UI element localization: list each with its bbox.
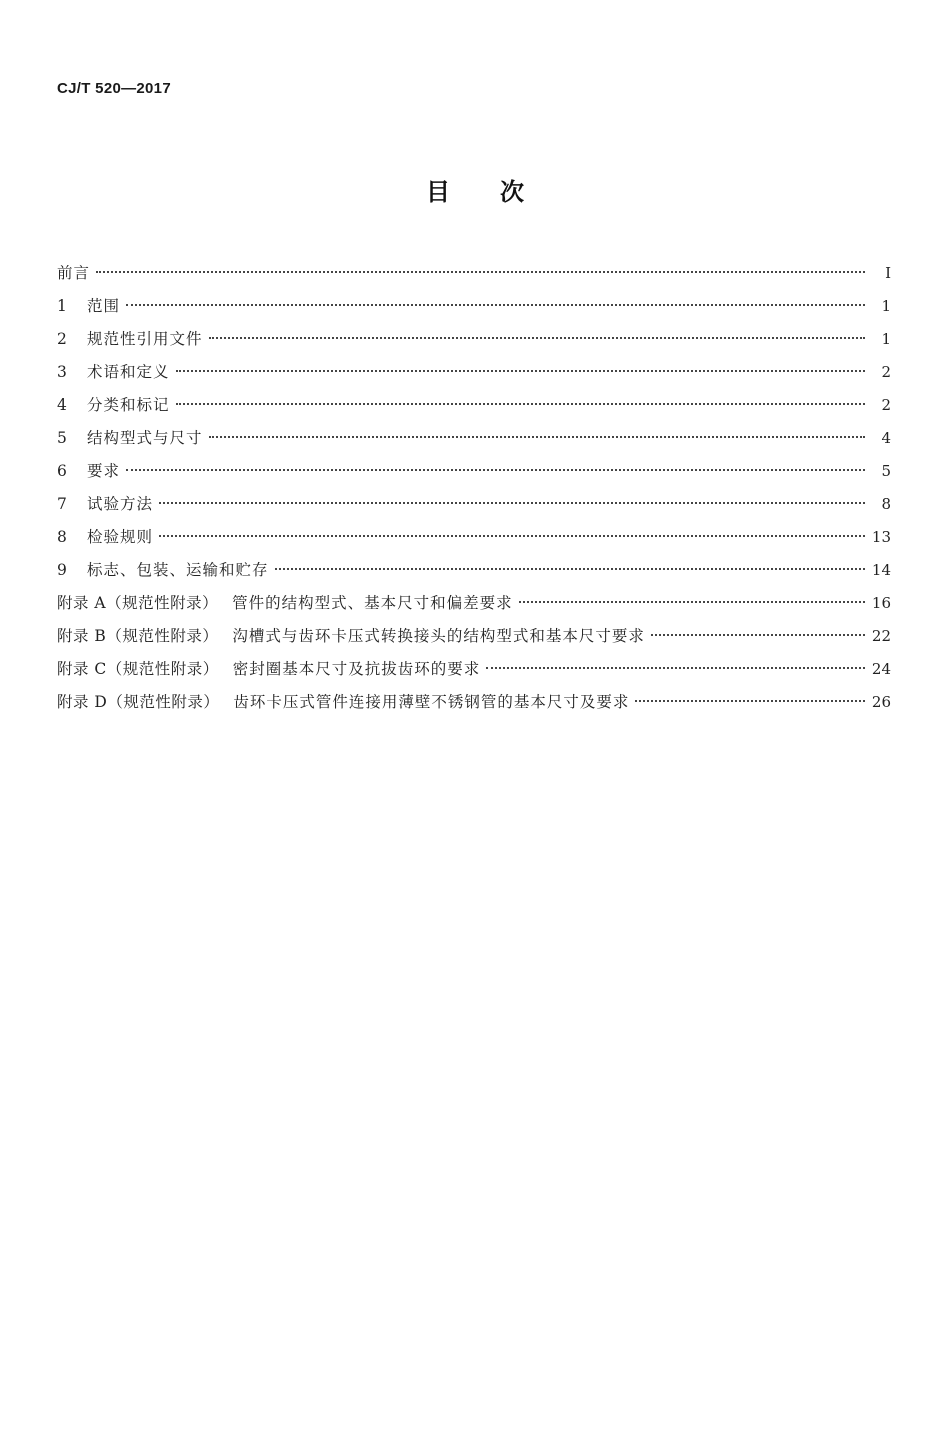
toc-entry-7[interactable] bbox=[57, 488, 891, 521]
toc-entry-label: 标志、包装、运输和贮存 bbox=[87, 561, 269, 579]
toc-entry-label: 检验规则 bbox=[87, 528, 154, 546]
toc-entry-page: 1 bbox=[881, 330, 891, 348]
toc-entry-number: 7 bbox=[57, 495, 67, 513]
toc-annex-label: 管件的结构型式、基本尺寸和偏差要求 bbox=[232, 594, 513, 612]
toc-annex-prefix: 附录 D（规范性附录） bbox=[57, 693, 220, 711]
toc-annex-page: 26 bbox=[871, 693, 891, 711]
toc-entry-number: 6 bbox=[57, 462, 67, 480]
toc-dot-leader bbox=[635, 700, 865, 702]
toc-annex-prefix: 附录 A（规范性附录） bbox=[57, 594, 219, 612]
toc-entry-page: 8 bbox=[881, 495, 891, 513]
toc-entry-number: 1 bbox=[57, 297, 67, 315]
toc-dot-leader bbox=[176, 370, 865, 372]
toc-entry-label: 前言 bbox=[57, 264, 91, 282]
toc-dot-leader bbox=[126, 469, 865, 471]
toc-dot-leader bbox=[486, 667, 865, 669]
toc-entry-page: 4 bbox=[881, 429, 891, 447]
toc-dot-leader bbox=[209, 436, 865, 438]
toc-entry-label: 结构型式与尺寸 bbox=[87, 429, 203, 447]
table-of-contents bbox=[57, 257, 891, 719]
toc-entry-number: 9 bbox=[57, 561, 67, 579]
toc-dot-leader bbox=[159, 502, 865, 504]
toc-entry-label: 分类和标记 bbox=[87, 396, 170, 414]
toc-entry-foreword[interactable] bbox=[57, 257, 891, 290]
toc-entry-label: 试验方法 bbox=[87, 495, 154, 513]
toc-entry-label: 规范性引用文件 bbox=[87, 330, 203, 348]
toc-entry-number: 8 bbox=[57, 528, 67, 546]
toc-entry-page: 1 bbox=[881, 297, 891, 315]
toc-annex-d[interactable] bbox=[57, 686, 891, 719]
toc-dot-leader bbox=[96, 271, 865, 273]
toc-title: 目次 bbox=[426, 178, 574, 206]
toc-entry-page: 2 bbox=[881, 363, 891, 381]
toc-entry-label: 术语和定义 bbox=[87, 363, 170, 381]
toc-annex-prefix: 附录 C（规范性附录） bbox=[57, 660, 219, 678]
toc-annex-page: 24 bbox=[871, 660, 891, 678]
toc-annex-label: 齿环卡压式管件连接用薄壁不锈钢管的基本尺寸及要求 bbox=[233, 693, 630, 711]
document-code: CJ/T 520—2017 bbox=[57, 80, 171, 97]
toc-entry-number: 5 bbox=[57, 429, 67, 447]
toc-dot-leader bbox=[126, 304, 865, 306]
toc-entry-page: 2 bbox=[881, 396, 891, 414]
toc-entry-4[interactable] bbox=[57, 389, 891, 422]
toc-annex-label: 密封圈基本尺寸及抗拔齿环的要求 bbox=[232, 660, 481, 678]
toc-entry-number: 4 bbox=[57, 396, 67, 414]
toc-entry-page: 13 bbox=[871, 528, 891, 546]
toc-annex-label: 沟槽式与齿环卡压式转换接头的结构型式和基本尺寸要求 bbox=[232, 627, 645, 645]
toc-dot-leader bbox=[519, 601, 865, 603]
toc-entry-3[interactable] bbox=[57, 356, 891, 389]
toc-dot-leader bbox=[651, 634, 865, 636]
toc-entry-9[interactable] bbox=[57, 554, 891, 587]
toc-entry-1[interactable] bbox=[57, 290, 891, 323]
toc-dot-leader bbox=[159, 535, 865, 537]
toc-dot-leader bbox=[176, 403, 865, 405]
toc-annex-a[interactable] bbox=[57, 587, 891, 620]
toc-dot-leader bbox=[275, 568, 865, 570]
toc-annex-prefix: 附录 B（规范性附录） bbox=[57, 627, 219, 645]
toc-entry-8[interactable] bbox=[57, 521, 891, 554]
toc-annex-c[interactable] bbox=[57, 653, 891, 686]
toc-annex-page: 16 bbox=[871, 594, 891, 612]
toc-entry-2[interactable] bbox=[57, 323, 891, 356]
toc-annex-page: 22 bbox=[871, 627, 891, 645]
toc-annex-b[interactable] bbox=[57, 620, 891, 653]
toc-entry-number: 3 bbox=[57, 363, 67, 381]
toc-entry-page: Ⅰ bbox=[885, 264, 891, 282]
toc-entry-page: 14 bbox=[871, 561, 891, 579]
toc-dot-leader bbox=[209, 337, 865, 339]
toc-entry-number: 2 bbox=[57, 330, 67, 348]
toc-entry-page: 5 bbox=[881, 462, 891, 480]
toc-entry-6[interactable] bbox=[57, 455, 891, 488]
toc-entry-label: 要求 bbox=[87, 462, 121, 480]
toc-entry-label: 范围 bbox=[87, 297, 121, 315]
toc-entry-5[interactable] bbox=[57, 422, 891, 455]
